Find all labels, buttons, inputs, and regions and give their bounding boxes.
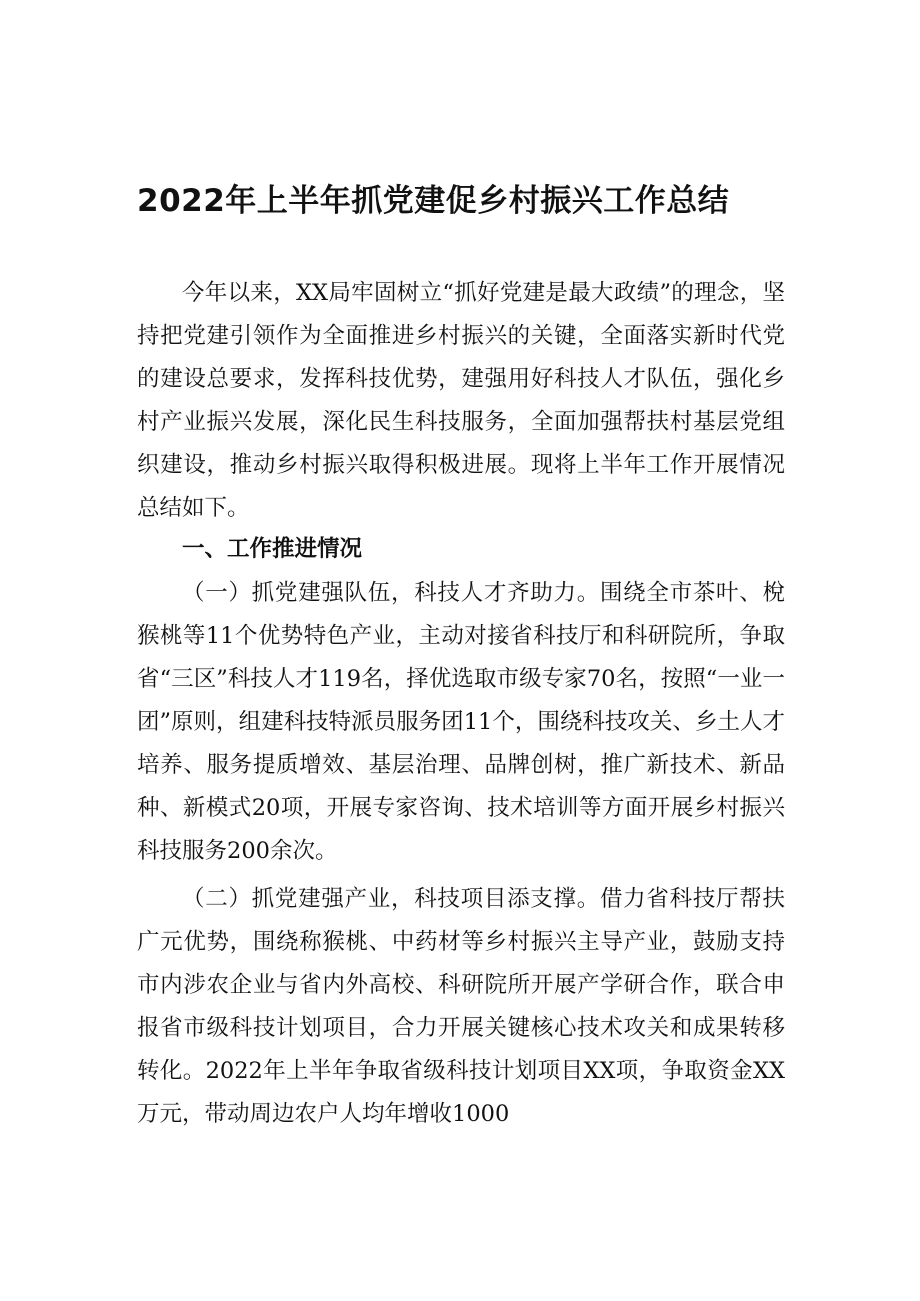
intro-paragraph: 今年以来，XX局牢固树立“抓好党建是最大政绩”的理念，坚持把党建引领作为全面推进乡村振兴的关键，全面落实新时代党的建设总要求，发挥科技优势，建强用好科技人才队伍，强化乡村产业振兴发展，深化民生科技服务，全面加强帮扶村基层党组织建设，推动乡村振兴取得积极进展。现将上半年工作开展情况总结如下。 [137,280,785,521]
section-item-paragraph: （一）抓党建强队伍，科技人才齐助力。围绕全市茶叶、梲猴桃等11个优势特色产业，主动对接省科技厅和科研院所，争取省“三区”科技人才119名，择优选取市级专家70名，按照“一业一团”原则，组建科技特派员服务团11个，围绕科技攻关、乡土人才培养、服务提质增效、基层治理、品牌创树，推广新技术、新品种、新模式20项，开展专家咨询、技术培训等方面开展乡村振兴科技服务200余次。 [137,580,785,864]
section-heading: 一、工作推进情况 [182,536,363,562]
section-item-paragraph: （二）抓党建强产业，科技项目添支撑。借力省科技厅帮扶广元优势，围绕称猴桃、中药材等乡村振兴主导产业，鼓励支持市内涉农企业与省内外高校、科研院所开展产学研合作，联合申报省市级科技计划项目，合力开展关键核心技术攻关和成果转移转化。2022年上半年争取省级科技计划项目XX项，争取资金XX万元，带动周边农户人均年增收1000 [137,886,785,1127]
document-title: 2022年上半年抓党建促乡村振兴工作总结 [137,183,730,219]
